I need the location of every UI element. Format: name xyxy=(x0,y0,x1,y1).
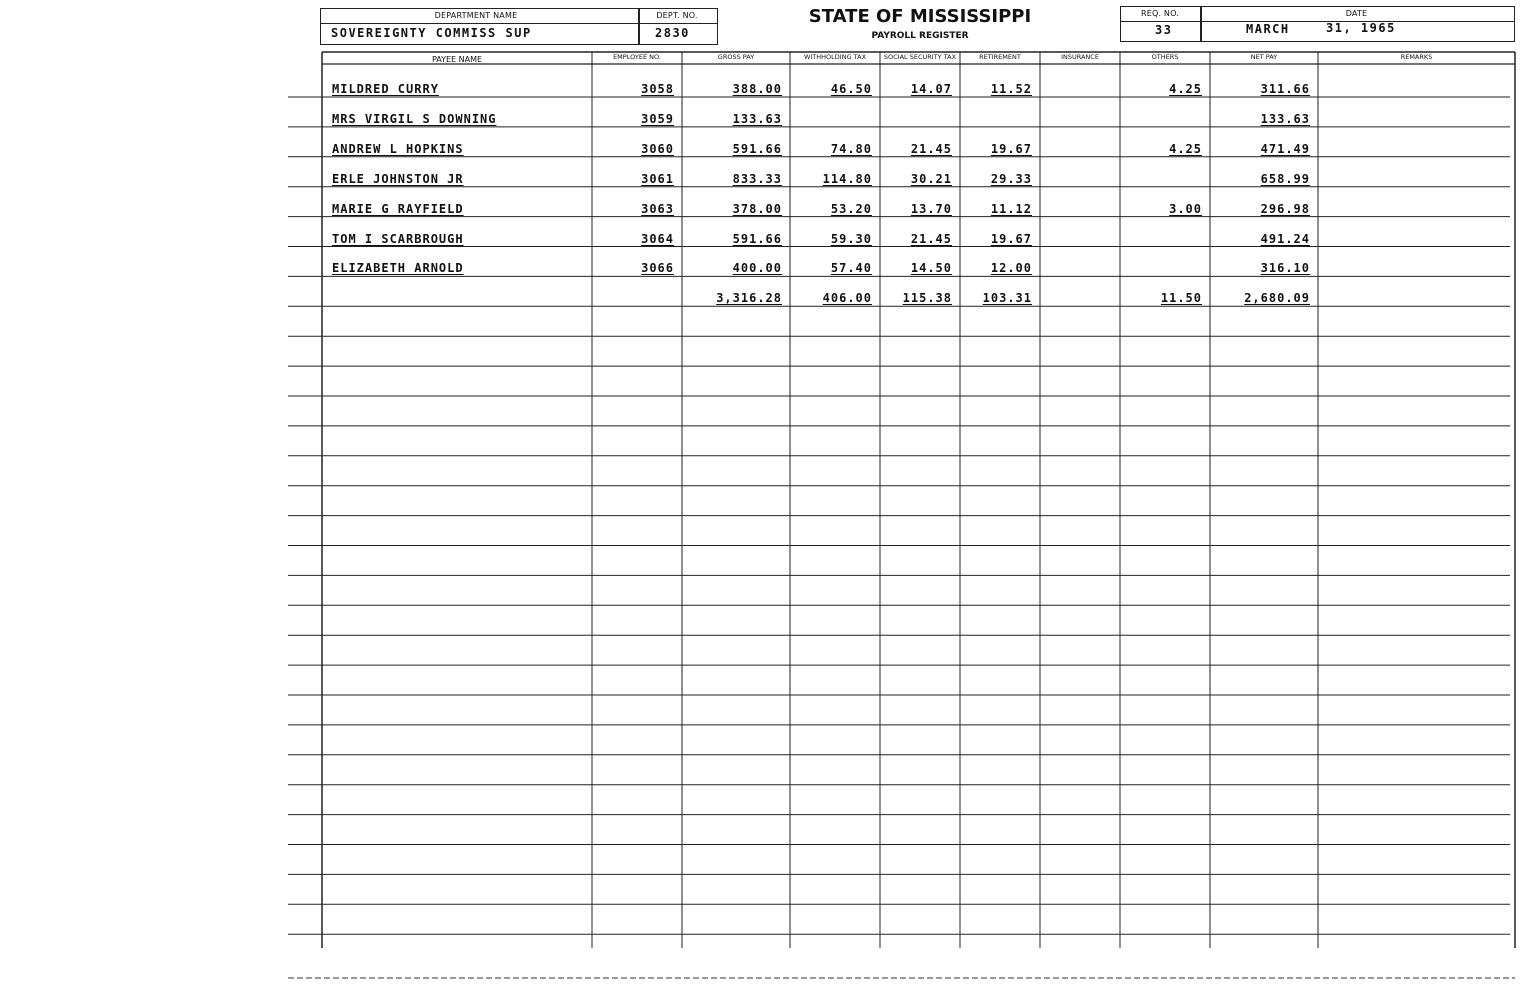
row-net: 658.99 xyxy=(1260,171,1310,186)
row-ss: 14.50 xyxy=(910,261,952,276)
dept-no-label: DEPT. NO. xyxy=(656,11,698,20)
row-name: ELIZABETH ARNOLD xyxy=(332,261,464,276)
date-day-year: 31, 1965 xyxy=(1326,21,1396,35)
row-others: 4.25 xyxy=(1169,141,1202,156)
totals-ss: 115.38 xyxy=(902,291,952,306)
row-ss: 21.45 xyxy=(910,231,952,246)
column-header-employee-no: EMPLOYEE NO. xyxy=(613,53,661,61)
row-net: 296.98 xyxy=(1260,201,1310,216)
row-ss: 21.45 xyxy=(910,141,952,156)
row-gross: 388.00 xyxy=(732,82,782,96)
row-ss: 30.21 xyxy=(910,171,952,186)
row-emp: 3064 xyxy=(641,231,674,246)
row-retirement: 11.52 xyxy=(990,82,1032,96)
row-net: 311.66 xyxy=(1260,82,1310,96)
row-others: 4.25 xyxy=(1169,82,1202,96)
column-header-others: OTHERS xyxy=(1151,53,1179,61)
row-name: MARIE G RAYFIELD xyxy=(332,201,464,216)
row-withholding: 46.50 xyxy=(830,82,872,96)
row-gross: 833.33 xyxy=(732,171,782,186)
date-label: DATE xyxy=(1345,9,1368,18)
column-header-gross-pay: GROSS PAY xyxy=(717,53,755,61)
department-name-value: SOVEREIGNTY COMMISS SUP xyxy=(331,26,532,40)
row-retirement: 11.12 xyxy=(990,201,1032,216)
column-header-insurance: INSURANCE xyxy=(1061,53,1099,61)
column-header-payee-name: PAYEE NAME xyxy=(431,55,483,64)
row-net: 471.49 xyxy=(1260,141,1310,156)
column-header-remarks: REMARKS xyxy=(1400,53,1433,61)
form-title: STATE OF MISSISSIPPI xyxy=(808,6,1032,27)
row-gross: 133.63 xyxy=(732,111,782,126)
row-name: ERLE JOHNSTON JR xyxy=(332,171,464,186)
row-withholding: 57.40 xyxy=(830,261,872,276)
totals-others: 11.50 xyxy=(1160,291,1202,306)
row-gross: 400.00 xyxy=(732,261,782,276)
row-gross: 378.00 xyxy=(732,201,782,216)
req-no-label: REQ. NO. xyxy=(1140,9,1180,18)
column-header-net-pay: NET PAY xyxy=(1250,53,1278,61)
column-header-social-security-tax: SOCIAL SECURITY TAX xyxy=(883,53,957,61)
row-name: MRS VIRGIL S DOWNING xyxy=(332,111,497,126)
column-header-retirement: RETIREMENT xyxy=(979,53,1021,61)
row-retirement: 29.33 xyxy=(990,171,1032,186)
row-name: TOM I SCARBROUGH xyxy=(332,231,464,246)
totals-withholding: 406.00 xyxy=(822,291,872,306)
row-name: ANDREW L HOPKINS xyxy=(332,141,464,156)
row-ss: 13.70 xyxy=(910,201,952,216)
row-retirement: 12.00 xyxy=(990,261,1032,276)
row-net: 491.24 xyxy=(1260,231,1310,246)
totals-net: 2,680.09 xyxy=(1244,291,1310,306)
row-retirement: 19.67 xyxy=(990,141,1032,156)
row-net: 133.63 xyxy=(1260,111,1310,126)
row-withholding: 114.80 xyxy=(822,171,872,186)
totals-gross: 3,316.28 xyxy=(716,291,782,306)
row-retirement: 19.67 xyxy=(990,231,1032,246)
row-others: 3.00 xyxy=(1169,201,1202,216)
row-gross: 591.66 xyxy=(732,141,782,156)
row-emp: 3058 xyxy=(641,82,674,96)
dept-no-value: 2830 xyxy=(655,26,690,40)
req-no-value: 33 xyxy=(1155,23,1173,37)
column-header-withholding-tax: WITHHOLDING TAX xyxy=(803,53,867,61)
row-gross: 591.66 xyxy=(732,231,782,246)
row-emp: 3063 xyxy=(641,201,674,216)
totals-retirement: 103.31 xyxy=(982,291,1032,306)
row-emp: 3061 xyxy=(641,171,674,186)
row-emp: 3059 xyxy=(641,111,674,126)
row-emp: 3066 xyxy=(641,261,674,276)
row-withholding: 53.20 xyxy=(830,201,872,216)
row-withholding: 74.80 xyxy=(830,141,872,156)
row-net: 316.10 xyxy=(1260,261,1310,276)
row-ss: 14.07 xyxy=(910,82,952,96)
row-name: MILDRED CURRY xyxy=(332,82,439,96)
row-withholding: 59.30 xyxy=(830,231,872,246)
department-name-label: DEPARTMENT NAME xyxy=(434,11,518,20)
date-month: MARCH xyxy=(1246,22,1290,36)
form-subtitle: PAYROLL REGISTER xyxy=(871,31,969,41)
row-emp: 3060 xyxy=(641,141,674,156)
